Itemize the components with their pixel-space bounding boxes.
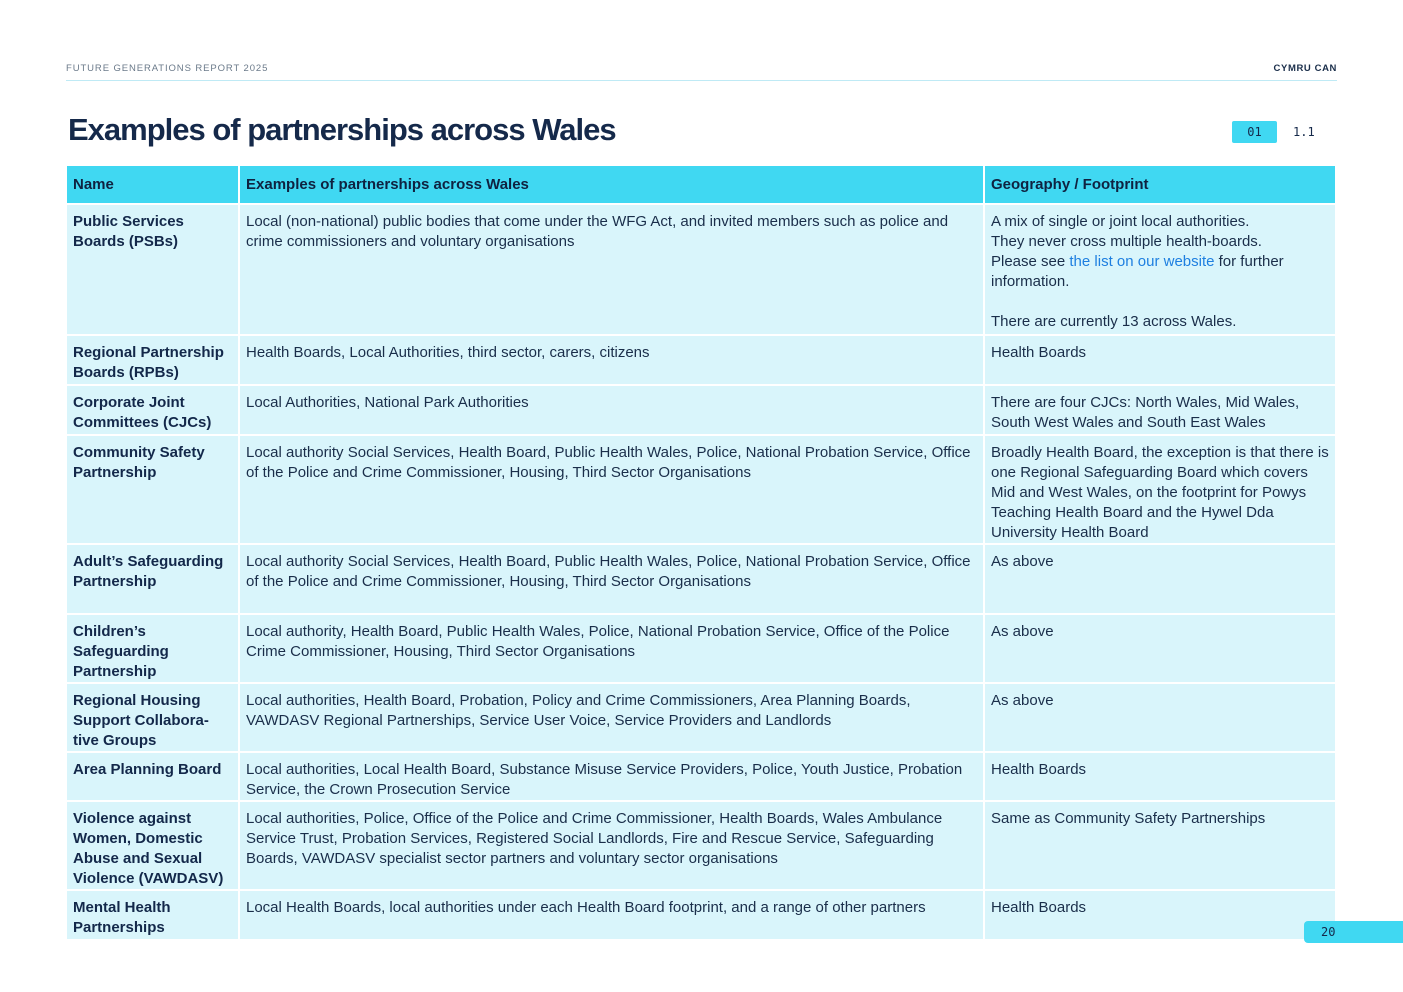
row-geography: There are four CJCs: North Wales, Mid Wales, South West Wales and South East Wales	[985, 386, 1335, 434]
row-geography: Broadly Health Board, the exception is that there is one Regional Safeguarding Board which covers Mid and West Wales, on the footprint for Powys Teaching Health Board and the Hywel Dda University Health Board	[985, 436, 1335, 543]
row-name: Regional Housing Support Collabora-tive Groups	[67, 684, 238, 751]
header-divider	[66, 80, 1337, 81]
geo-line: A mix of single or joint local authorities.	[991, 213, 1250, 230]
row-geography: Health Boards	[985, 753, 1335, 800]
row-name: Regional Partnership Boards (RPBs)	[67, 336, 238, 384]
row-name: Children’s Safeguarding Partnership	[67, 615, 238, 682]
page-title: Examples of partnerships across Wales	[68, 112, 616, 147]
report-title: FUTURE GENERATIONS REPORT 2025	[66, 63, 269, 74]
table-row	[67, 336, 1335, 384]
table-row	[67, 205, 1335, 334]
table-row	[67, 684, 1335, 751]
row-name: Mental Health Partnerships	[67, 891, 238, 939]
row-name: Area Planning Board	[67, 753, 238, 800]
page-number: 20	[1304, 921, 1403, 943]
geo-line: They never cross multiple health-boards.	[991, 233, 1262, 250]
table-row	[67, 615, 1335, 682]
row-examples: Local authority, Health Board, Public Health Wales, Police, National Probation Service, Office of the Police Crime Commissioner, Housing, Third Sector Organisations	[240, 615, 983, 682]
table-row	[67, 802, 1335, 889]
row-examples: Local authorities, Health Board, Probation, Policy and Crime Commissioners, Area Planning Boards, VAWDASV Regional Partnerships, Service User Voice, Service Providers and Landlords	[240, 684, 983, 751]
row-geography: As above	[985, 545, 1335, 613]
row-geography: As above	[985, 615, 1335, 682]
table-row	[67, 891, 1335, 939]
row-examples: Local Authorities, National Park Authorities	[240, 386, 983, 434]
row-name: Corporate Joint Committees (CJCs)	[67, 386, 238, 434]
geo-link-suffix: for further information.	[991, 253, 1284, 290]
column-header-geography: Geography / Footprint	[985, 166, 1335, 203]
column-header-name: Name	[67, 166, 238, 203]
row-name: Community Safety Partnership	[67, 436, 238, 543]
column-header-examples: Examples of partnerships across Wales	[240, 166, 983, 203]
row-name: Adult’s Safeguarding Partnership	[67, 545, 238, 613]
row-examples: Local (non-national) public bodies that come under the WFG Act, and invited members such as police and crime commissioners and voluntary organisations	[240, 205, 983, 334]
row-geography: As above	[985, 684, 1335, 751]
table-row	[67, 436, 1335, 543]
table-header-row	[67, 166, 1335, 203]
website-list-link[interactable]: the list on our website	[1069, 253, 1215, 270]
brand-label: CYMRU CAN	[1273, 63, 1337, 74]
row-name: Violence against Women, Domestic Abuse and Sexual Violence (VAWDASV)	[67, 802, 238, 889]
geo-link-prefix: Please see	[991, 253, 1070, 270]
row-geography	[985, 205, 1335, 334]
chapter-chip: 01	[1232, 121, 1277, 143]
table-row	[67, 386, 1335, 434]
table-row	[67, 545, 1335, 613]
row-geography: Health Boards	[985, 336, 1335, 384]
row-geography: Same as Community Safety Partnerships	[985, 802, 1335, 889]
row-examples: Local Health Boards, local authorities under each Health Board footprint, and a range of other partners	[240, 891, 983, 939]
row-examples: Local authority Social Services, Health Board, Public Health Wales, Police, National Probation Service, Office of the Police and Crime Commissioner, Housing, Third Sector Organisations	[240, 545, 983, 613]
section-number: 1.1	[1293, 125, 1315, 139]
geo-note: There are currently 13 across Wales.	[991, 313, 1237, 330]
row-name: Public Services Boards (PSBs)	[67, 205, 238, 334]
row-examples: Local authorities, Police, Office of the Police and Crime Commissioner, Health Boards, Wales Ambulance Service Trust, Probation Services, Registered Social Landlords, Fire and Rescue Service, Safeguarding Boards, VAWDASV specialist sector partners and voluntary sector organisations	[240, 802, 983, 889]
row-examples: Local authorities, Local Health Board, Substance Misuse Service Providers, Police, Youth Justice, Probation Service, the Crown Prosecution Service	[240, 753, 983, 800]
row-examples: Local authority Social Services, Health Board, Public Health Wales, Police, National Probation Service, Office of the Police and Crime Commissioner, Housing, Third Sector Organisations	[240, 436, 983, 543]
table-row	[67, 753, 1335, 800]
partnerships-table	[65, 164, 1337, 941]
row-geography: Health Boards	[985, 891, 1335, 939]
row-examples: Health Boards, Local Authorities, third sector, carers, citizens	[240, 336, 983, 384]
